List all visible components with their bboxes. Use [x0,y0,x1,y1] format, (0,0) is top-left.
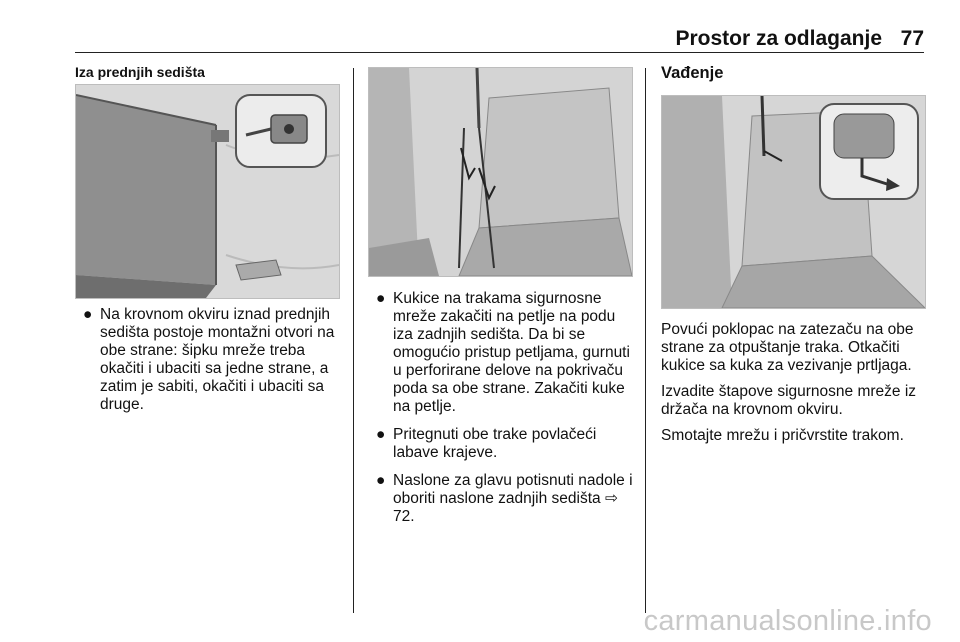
bullet-text: Kukice na trakama sigurnosne mreže zakačiti na petlje na podu iza zadnjih sedišta. Da bi se omogućio pristup petljama, gurnuti u perforirane delove na pokrivaču poda sa obe strane. Zakačiti kuke na petlje. [393,290,630,415]
bullet-text: Na krovnom okviru iznad prednjih sedišta postoje montažni otvori na obe strane: šipku mreže treba okačiti i ubaciti sa jedne strane, a zatim je sabiti, okačiti i ubaciti sa druge. [100,306,335,413]
bullet-mark: ● [376,290,386,307]
roof-frame-illustration [75,84,340,299]
section-heading-behind-front-seats: Iza prednjih sedišta [75,64,205,80]
roof-frame-drawing [76,85,339,298]
rear-seat-straps-illustration [368,67,633,277]
column-3 [661,64,926,83]
bullet-text: Naslone za glavu potisnuti nadole i oboriti naslone zadnjih sedišta ⇨ 72. [393,472,633,525]
rear-seat-drawing [369,68,632,276]
column-1 [75,64,340,80]
header-rule [75,52,924,53]
list-item [368,426,633,462]
bullet-mark: ● [376,426,386,443]
paragraph: Povući poklopac na zatezaču na obe strane za otpuštanje traka. Otkačiti kukice sa kuka za vezivanje prtljaga. [661,321,914,374]
section-heading-removal: Vađenje [661,64,724,82]
bullet-mark: ● [376,472,386,489]
strap-release-illustration [661,95,926,309]
column-1-text [75,306,340,424]
column-divider-2 [645,68,646,613]
watermark: carmanualsonline.info [643,605,932,637]
column-divider-1 [353,68,354,613]
paragraph: Smotajte mrežu i pričvrstite trakom. [661,427,904,444]
column-3-text [661,321,929,453]
list-item [368,472,633,526]
bullet-mark: ● [83,306,93,323]
strap-release-drawing [662,96,925,308]
paragraph: Izvadite štapove sigurnosne mreže iz držača na krovnom okviru. [661,383,917,418]
page-number: 77 [900,27,924,50]
running-header-title: Prostor za odlaganje [675,27,882,50]
bullet-text: Pritegnuti obe trake povlačeći labave krajeve. [393,426,597,461]
column-2-text [368,290,633,536]
list-item [368,290,633,416]
list-item [75,306,340,414]
